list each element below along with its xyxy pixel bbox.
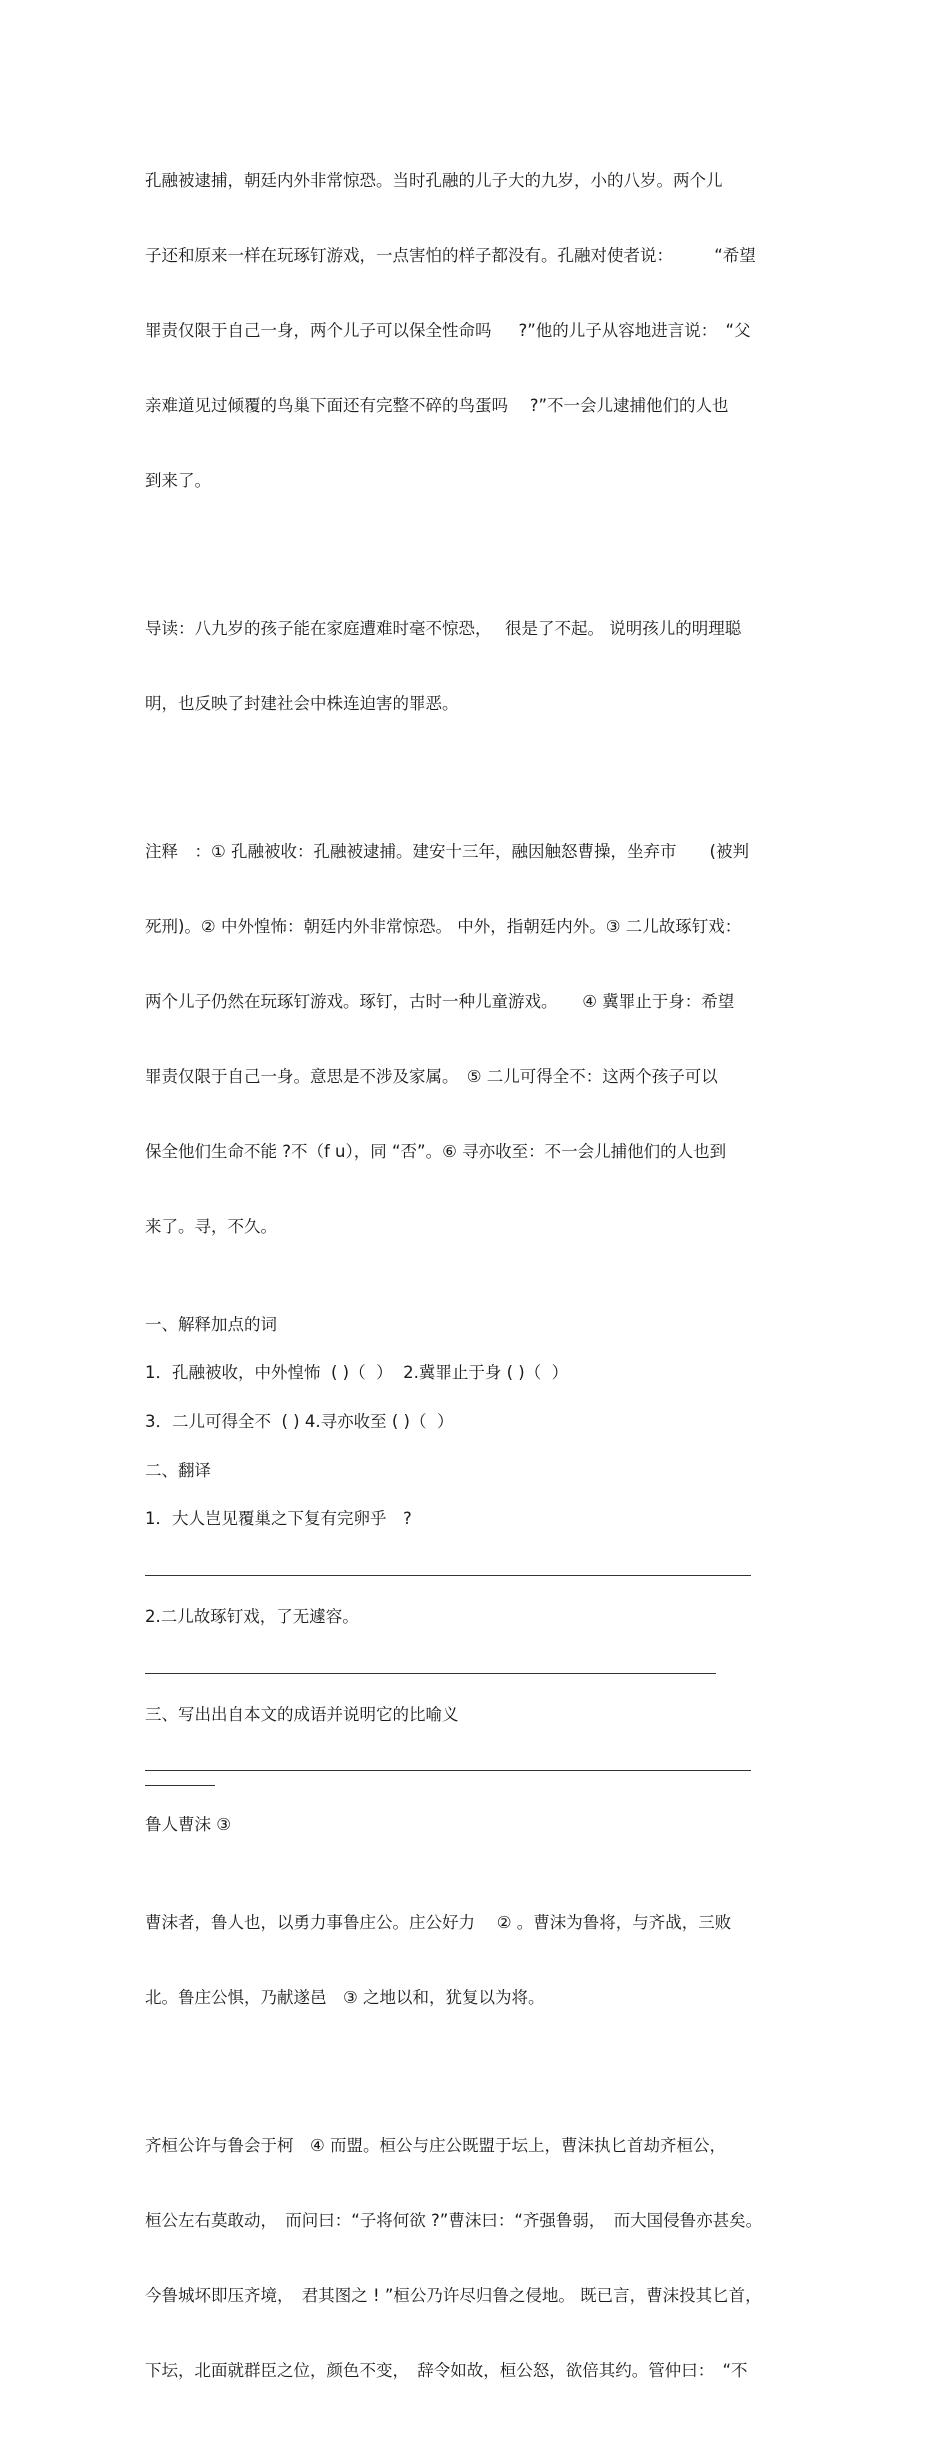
- section-1-question-1: 1．孔融被收，中外惶怖 ( )（ ） 2.冀罪止于身 ( )（ ）: [145, 1363, 569, 1382]
- document-page: [145, 118, 817, 2456]
- answer-line[interactable]: [145, 1750, 751, 1771]
- answer-line[interactable]: [145, 1653, 716, 1674]
- text-line: 孔融被逮捕，朝廷内外非常惊恐。当时孔融的儿子大的九岁，小的八岁。两个儿: [145, 171, 723, 190]
- text-line: 到来了。: [145, 471, 211, 490]
- story2-paragraph-2: [145, 2083, 817, 2433]
- text-line: 今鲁城坏即压齐境， 君其图之 ! ”桓公乃许尽归鲁之侵地。 既已言，曹沫投其匕首，: [145, 2286, 762, 2305]
- answer-line[interactable]: [145, 1555, 751, 1576]
- text-line: 北。鲁庄公惧，乃献遂邑 ③ 之地以和，犹复以为将。: [145, 1988, 545, 2007]
- section-2-title: 二、翻译: [145, 1461, 211, 1480]
- text-line: 子还和原来一样在玩琢钉游戏，一点害怕的样子都没有。孔融对使者说： “希望: [145, 246, 756, 265]
- text-line: 来了。寻，不久。: [145, 1217, 277, 1236]
- text-line: 明，也反映了封建社会中株连迫害的罪恶。: [145, 694, 459, 713]
- section-2-question-1: 1．大人岂见覆巢之下复有完卵乎 ?: [145, 1509, 412, 1528]
- text-line: 下坛，北面就群臣之位，颜色不变， 辞令如故，桓公怒，欲倍其约。管仲曰： “不: [145, 2361, 748, 2380]
- text-line: 齐桓公许与鲁会于柯 ④ 而盟。桓公与庄公既盟于坛上，曹沫执匕首劫齐桓公，: [145, 2136, 727, 2155]
- text-line: 两个儿子仍然在玩琢钉游戏。琢钉，古时一种儿童游戏。 ④ 冀罪止于身：希望: [145, 992, 735, 1011]
- story2-paragraph-1: [145, 1860, 817, 2060]
- text-line: 曹沫者，鲁人也，以勇力事鲁庄公。庄公好力 ② 。曹沫为鲁将，与齐战，三败: [145, 1913, 732, 1932]
- text-line: 死刑)。② 中外惶怖：朝廷内外非常惊恐。 中外，指朝廷内外。③ 二儿故琢钉戏：: [145, 917, 742, 936]
- text-line: 罪责仅限于自己一身，两个儿子可以保全性命吗 ?”他的儿子从容地进言说： “父: [145, 321, 751, 340]
- section-3-title: 三、写出出自本文的成语并说明它的比喻义: [145, 1705, 459, 1724]
- text-line: 桓公左右莫敢动， 而问曰：“子将何欲 ?”曹沫曰：“齐强鲁弱， 而大国侵鲁亦甚矣。: [145, 2211, 763, 2230]
- section-2-question-2: 2.二儿故琢钉戏，了无遽容。: [145, 1607, 359, 1626]
- text-line: 亲难道见过倾覆的鸟巢下面还有完整不碎的鸟蛋吗 ?”不一会儿逮捕他们的人也: [145, 396, 729, 415]
- section-1-title: 一、解释加点的词: [145, 1315, 277, 1334]
- guide-paragraph: [145, 566, 817, 766]
- story-paragraph: [145, 118, 817, 543]
- story2-title: 鲁人曹沫 ③: [145, 1815, 232, 1834]
- answer-line-short[interactable]: [145, 1781, 215, 1786]
- text-line: 导读：八九岁的孩子能在家庭遭难时毫不惊恐， 很是了不起。 说明孩儿的明理聪: [145, 619, 742, 638]
- section-1-question-2: 3．二儿可得全不 ( ) 4.寻亦收至 ( )（ ）: [145, 1412, 454, 1431]
- notes-paragraph: [145, 789, 817, 1289]
- text-line: 保全他们生命不能 ?不（f u），同 “否”。⑥ 寻亦收至：不一会儿捕他们的人也到: [145, 1142, 727, 1161]
- text-line: 罪责仅限于自己一身。意思是不涉及家属。 ⑤ 二儿可得全不：这两个孩子可以: [145, 1067, 718, 1086]
- text-line: 注释 ：① 孔融被收：孔融被逮捕。建安十三年，融因触怒曹操，坐弃市 (被判: [145, 842, 749, 861]
